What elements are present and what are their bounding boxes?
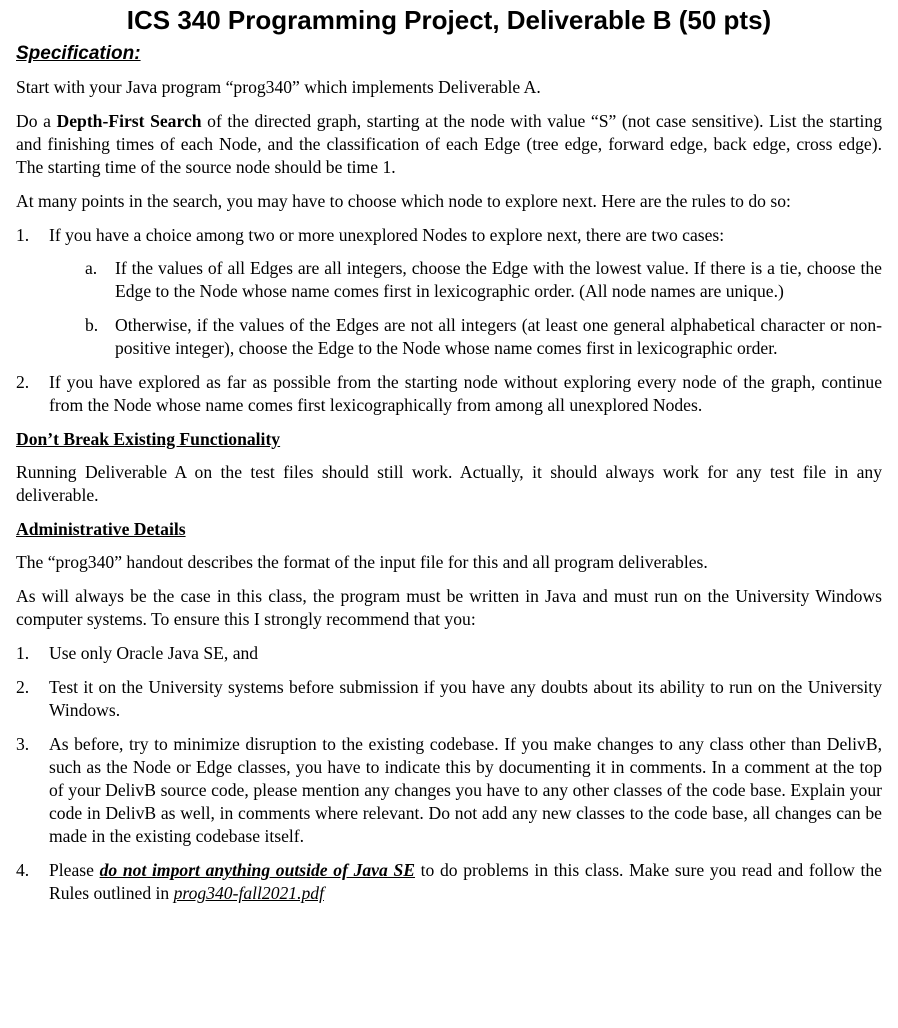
specification-heading: Specification: [16, 43, 141, 64]
admin-item-text [49, 859, 882, 905]
admin-item [16, 859, 882, 905]
subrule-letter: a. [85, 258, 98, 278]
rules-list [16, 224, 882, 417]
admin-heading: Administrative Details [16, 519, 186, 539]
admin-item-text: As before, try to minimize disruption to the existing codebase. If you make changes to any class other than DelivB, such as the Node or Edge classes, you have to indicate this by documenting it in comments. In a comment at the top of your DelivB source code, please mention any changes you have to any other classes of the code base. Explain your code in DelivB as well, in comments where relevant. Do not add any new classes to the code base, all changes can be made in the existing codebase itself. [49, 734, 882, 846]
rule-item [16, 224, 882, 360]
rule-text: If you have explored as far as possible from the starting node without exploring every node of the graph, continue from the Node whose name comes first lexicographically from among all unexplored Nodes. [49, 372, 882, 415]
dfs-bold-term: Depth-First Search [56, 111, 202, 131]
admin-item-number: 1. [16, 643, 30, 663]
rule-text: If you have a choice among two or more unexplored Nodes to explore next, there are two cases: [49, 225, 725, 245]
dfs-post: of the directed graph, starting at the node with value “S” (not case sensitive). List the starting and finishing times of each Node, and the classification of each Edge (tree edge, forward edge, back edge, cross edge). The starting time of the source node should be time 1. [16, 111, 883, 177]
dfs-paragraph [16, 110, 882, 179]
subrule-text: If the values of all Edges are all integers, choose the Edge with the lowest value. If there is a tie, choose the Edge to the Node whose name comes first in lexicographic order. (All node names are unique.) [115, 258, 882, 301]
admin-item [16, 642, 882, 665]
rule-number: 2. [16, 372, 30, 392]
admin-list [16, 642, 882, 905]
admin-item-text: Test it on the University systems before submission if you have any doubts about its ability to run on the University Windows. [49, 677, 882, 720]
rule-number: 1. [16, 225, 30, 245]
admin-paragraph-2: As will always be the case in this class, the program must be written in Java and must run on the University Windows computer systems. To ensure this I strongly recommend that you: [16, 586, 882, 629]
intro-paragraph: Start with your Java program “prog340” which implements Deliverable A. [16, 77, 541, 97]
rules-intro-paragraph: At many points in the search, you may have to choose which node to explore next. Here are the rules to do so: [16, 191, 791, 211]
subrule-item [85, 314, 882, 360]
subrule-text: Otherwise, if the values of the Edges are not all integers (at least one general alphabetical character or non-positive integer), choose the Edge to the Node whose name comes first in lexicographic order. [115, 315, 882, 358]
rules-pdf-link[interactable]: prog340-fall2021.pdf [173, 883, 324, 903]
subrule-letter: b. [85, 315, 99, 335]
subrule-item [85, 257, 882, 303]
admin-paragraph-1: The “prog340” handout describes the format of the input file for this and all program deliverables. [16, 552, 708, 572]
dfs-pre: Do a [16, 111, 57, 131]
item4-pre: Please [49, 860, 100, 880]
admin-item-text: Use only Oracle Java SE, and [49, 643, 259, 663]
rule-item [16, 371, 882, 417]
item4-mid: to do problems in this class. Make sure you read and follow the Rules outlined in [49, 860, 882, 903]
subrules-list [49, 257, 882, 360]
admin-item-number: 3. [16, 734, 30, 754]
document-page [0, 4, 898, 1028]
admin-item [16, 676, 882, 722]
page-title: ICS 340 Programming Project, Deliverable B (50 pts) [126, 5, 772, 35]
admin-item-number: 2. [16, 677, 30, 697]
no-import-emphasis: do not import anything outside of Java SE [99, 860, 415, 880]
admin-item [16, 733, 882, 848]
admin-item-number: 4. [16, 860, 30, 880]
dbef-paragraph: Running Deliverable A on the test files should still work. Actually, it should always work for any test file in any deliverable. [16, 462, 882, 505]
dbef-heading: Don’t Break Existing Functionality [16, 429, 281, 449]
